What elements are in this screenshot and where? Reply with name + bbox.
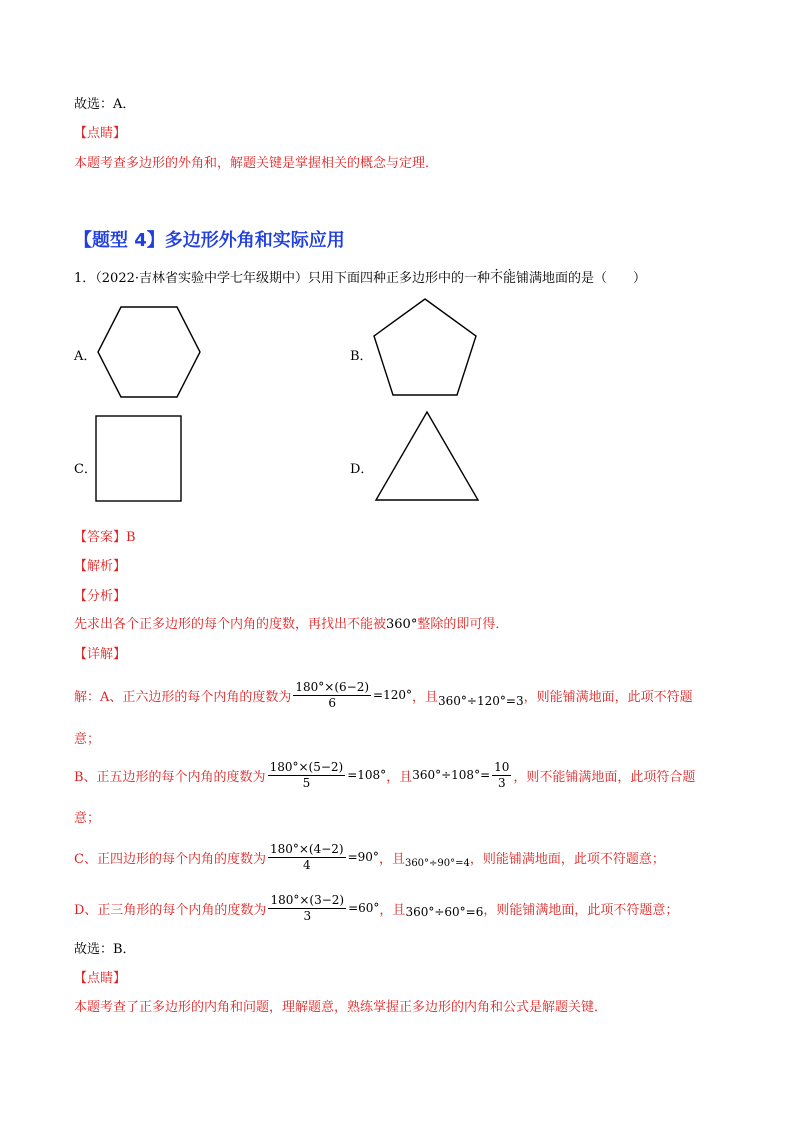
- previous-answer: 故选：A．: [74, 97, 136, 112]
- solution-b-conj: ，且: [386, 769, 413, 785]
- analysis-label: 【解析】: [74, 559, 127, 574]
- fraction-numerator: 180°×(4−2): [269, 841, 344, 856]
- solution-d-division: 360°÷60°=6: [405, 905, 484, 919]
- solution-d-fraction: [268, 893, 346, 924]
- fraction-denominator: 5: [302, 775, 311, 790]
- fraction-numerator: 180°×(5−2): [269, 759, 344, 774]
- question-text-before: 只用下面四种正多边形中的一种: [308, 271, 491, 286]
- section-title: 【题型 4】多边形外角和实际应用: [74, 230, 345, 251]
- solution-b-result-fraction: [492, 760, 511, 791]
- solution-a-division: 360°÷120°=3: [438, 694, 524, 708]
- triangle-icon: [372, 410, 482, 505]
- solution-line-a: [74, 672, 693, 718]
- fraction-denominator: 4: [302, 857, 311, 872]
- emphasis-char-2: 能: [503, 271, 517, 286]
- solution-a-text: 解：A、正六边形的每个内角的度数为: [74, 689, 292, 705]
- answer-label: 【答案】B: [74, 530, 136, 545]
- fraction-denominator: 3: [303, 908, 312, 923]
- previous-comment-label: 【点睛】: [74, 126, 127, 141]
- option-a-label: A．: [74, 349, 97, 364]
- solution-a-fraction: [293, 680, 371, 711]
- fenxi-text-before: 先求出各个正多边形的每个内角的度数，再找出不能被: [74, 617, 387, 632]
- solution-a-conj: ，且: [412, 689, 439, 705]
- fenxi-text-after: 整除的即可得．: [417, 617, 509, 632]
- solution-d-result: =60°: [348, 901, 380, 915]
- pentagon-icon: [370, 296, 480, 401]
- comment-label: 【点睛】: [74, 971, 127, 986]
- solution-d-text: D、正三角形的每个内角的度数为: [74, 902, 267, 918]
- fraction-denominator: 6: [328, 695, 337, 710]
- solution-d-conclusion: ，则能铺满地面，此项不符题意；: [483, 902, 679, 918]
- detail-label: 【详解】: [74, 647, 127, 662]
- fenxi-label: 【分析】: [74, 589, 127, 604]
- solution-b-continued: 意；: [74, 811, 101, 826]
- solution-a-conclusion: ，则能铺满地面，此项不符题: [523, 689, 693, 705]
- solution-line-b: [74, 752, 695, 798]
- comment-text: 本题考查了正多边形的内角和问题，理解题意，熟练掌握正多边形的内角和公式是解题关键．: [74, 1000, 608, 1015]
- solution-c-conj: ，且: [378, 851, 405, 867]
- fraction-denominator: 3: [497, 775, 506, 790]
- fenxi-text: [74, 616, 508, 634]
- solution-b-text: B、正五边形的每个内角的度数为: [74, 769, 266, 785]
- solution-c-result: =90°: [347, 850, 379, 864]
- fenxi-math: 360°: [386, 617, 418, 632]
- question-number: 1．: [74, 271, 96, 286]
- solution-d-conj: ，且: [379, 902, 406, 918]
- question-stem: [74, 270, 646, 288]
- square-icon: [94, 414, 184, 504]
- question-source: （2022·吉林省实验中学七年级期中）: [95, 271, 308, 286]
- solution-c-fraction: [268, 842, 346, 873]
- solution-b-result: =108°: [347, 768, 387, 782]
- solution-line-d: [74, 885, 678, 931]
- solution-b-fraction: [268, 760, 346, 791]
- solution-b-division: 360°÷108°=: [412, 768, 491, 782]
- option-c-label: C．: [74, 462, 97, 477]
- emphasis-char-1: 不: [490, 271, 504, 286]
- option-b-label: B．: [350, 349, 373, 364]
- solution-c-text: C、正四边形的每个内角的度数为: [74, 851, 266, 867]
- fraction-numerator: 180°×(3−2): [270, 892, 345, 907]
- solution-a-result: =120°: [373, 688, 413, 702]
- solution-line-c: [74, 834, 665, 880]
- solution-c-conclusion: ，则能铺满地面，此项不符题意；: [469, 851, 665, 867]
- solution-b-conclusion: ，则不能铺满地面，此项符合题: [513, 769, 696, 785]
- solution-c-division: 360°÷90°=4: [404, 857, 470, 869]
- hexagon-icon: [94, 305, 204, 400]
- fraction-numerator: 180°×(6−2): [295, 679, 370, 694]
- option-d-label: D．: [350, 462, 374, 477]
- fraction-numerator: 10: [494, 759, 510, 774]
- question-text-after: 铺满地面的是（ ）: [516, 271, 647, 286]
- final-answer: 故选：B．: [74, 942, 136, 957]
- previous-comment-text: 本题考查多边形的外角和，解题关键是掌握相关的概念与定理．: [74, 156, 439, 171]
- solution-a-continued: 意；: [74, 732, 101, 747]
